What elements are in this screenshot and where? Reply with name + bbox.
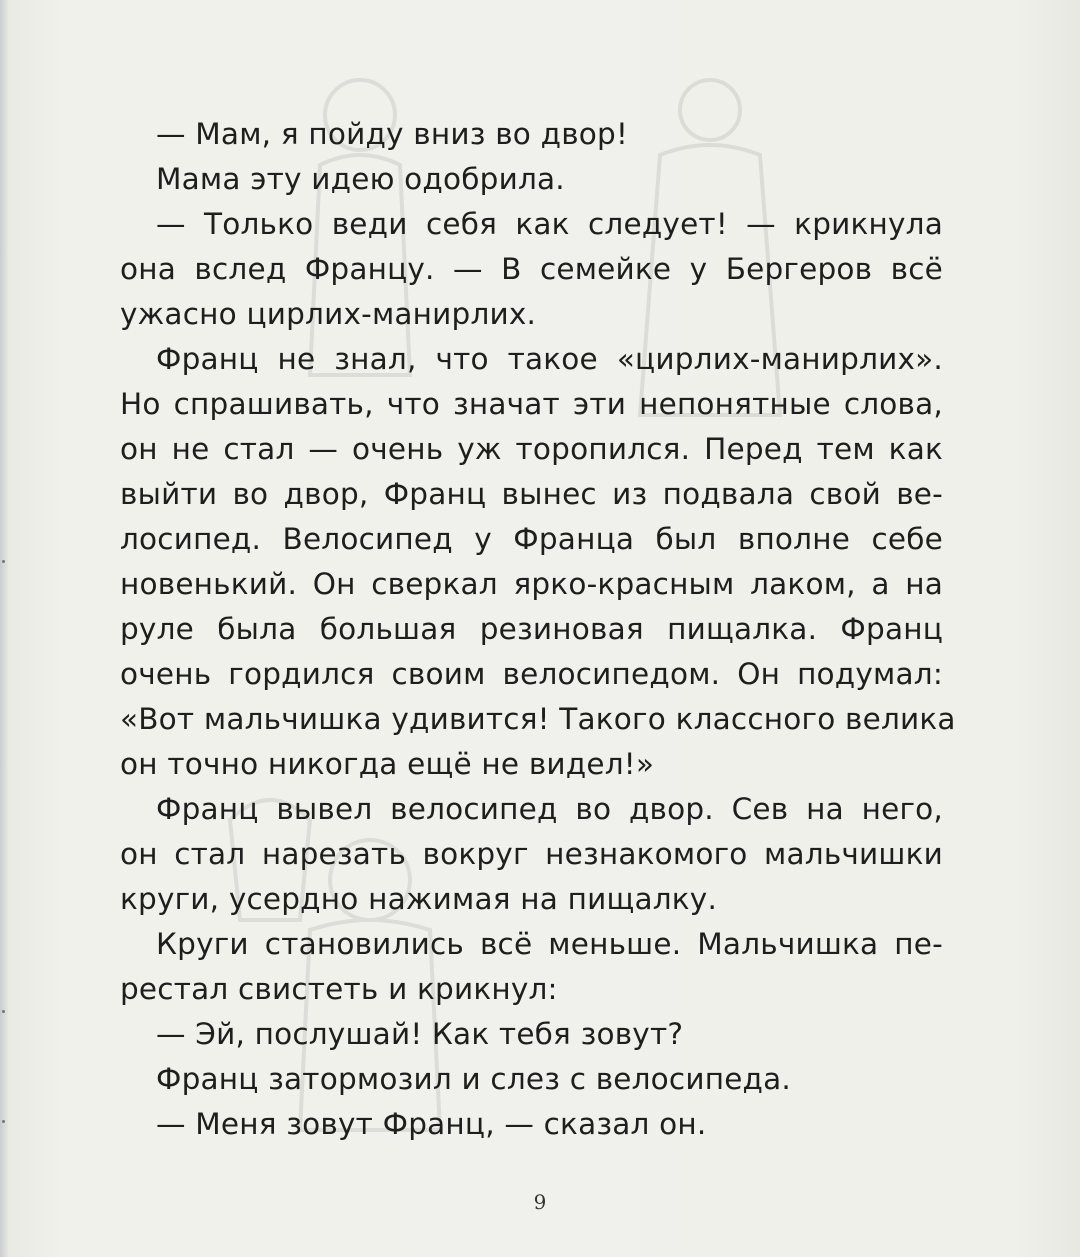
text-line: Круги становились всё меньше. Мальчишка пе- — [156, 927, 943, 961]
text-line: — Эй, послушай! Как тебя зовут? — [156, 1017, 684, 1051]
text-line: Мама эту идею одобрила. — [156, 162, 565, 196]
text-line: круги, усердно нажимая на пищалку. — [120, 882, 718, 916]
binding-mark — [2, 1120, 5, 1123]
text-line: она вслед Францу. — В семейке у Бергеров всё — [120, 252, 943, 286]
text-line: Но спрашивать, что значат эти непонятные слова, — [120, 387, 943, 421]
text-line: — Меня зовут Франц, — сказал он. — [156, 1107, 707, 1141]
text-line: выйти во двор, Франц вынес из подвала свой ве- — [120, 477, 943, 511]
text-line: рестал свистеть и крикнул: — [120, 972, 558, 1006]
text-line: он точно никогда ещё не видел!» — [120, 747, 655, 781]
body-text — [120, 112, 956, 1147]
text-line: руле была большая резиновая пищалка. Франц — [120, 612, 943, 646]
text-line: новенький. Он сверкал ярко-красным лаком, а на — [120, 567, 943, 601]
page-binding-edge — [0, 0, 8, 1257]
text-line: очень гордился своим велосипедом. Он подумал: — [120, 657, 943, 691]
text-line: «Вот мальчишка удивится! Такого классного велика — [120, 702, 956, 736]
text-line: — Мам, я пойду вниз во двор! — [156, 117, 628, 151]
text-line: ужасно цирлих-манирлих. — [120, 297, 537, 331]
text-line: — Только веди себя как следует! — крикнула — [156, 207, 943, 241]
page-number: 9 — [533, 1190, 547, 1214]
binding-mark — [2, 560, 5, 563]
text-line: Франц вывел велосипед во двор. Сев на него, — [156, 792, 943, 826]
text-line: Франц затормозил и слез с велосипеда. — [156, 1062, 792, 1096]
text-line: Франц не знал, что такое «цирлих-манирлих». — [156, 342, 943, 376]
text-line: он стал нарезать вокруг незнакомого мальчишки — [120, 837, 943, 871]
text-line: он не стал — очень уж торопился. Перед тем как — [120, 432, 943, 466]
text-line: лосипед. Велосипед у Франца был вполне себе — [120, 522, 943, 556]
binding-mark — [2, 1010, 5, 1013]
